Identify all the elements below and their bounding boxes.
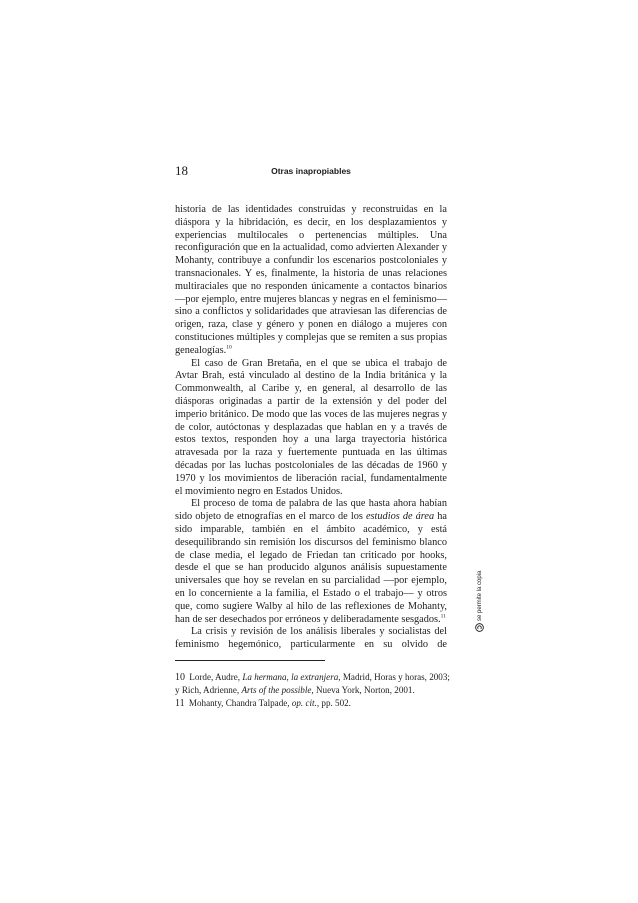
footnote-italic: Arts of the possible bbox=[241, 685, 312, 695]
emphasis-text: estudios de área bbox=[365, 511, 435, 523]
footnote bbox=[175, 697, 450, 710]
footnotes bbox=[175, 671, 450, 710]
footnote bbox=[175, 671, 450, 697]
paragraph: El caso de Gran Bretaña, en el que se ubica el trabajo de Avtar Brah, está vinculado al destino de la India británica y la Commonwealth, al Caribe y, en general, al desarrollo de las diásporas originadas a partir de la extensión y del poder del imperio británico. De modo que las voces de las mujeres negras y de color, autóctonas y desplazadas que hablan en y a través de estos textos, responden hoy a una larga trayectoria histórica atravesada por la raza y fuertemente puntuada en las últimas décadas por las luchas postcoloniales de las décadas de 1960 y 1970 y los movimientos de liberación racial, fundamentalmente el movimiento negro en Estados Unidos. bbox=[175, 357, 447, 497]
footnote-italic: op. cit. bbox=[291, 698, 317, 708]
footnote-italic: La hermana, la extranjera bbox=[242, 672, 339, 682]
footnote-ref: 10 bbox=[226, 344, 232, 351]
footnote-text: , pp. 502. bbox=[316, 698, 351, 708]
copyleft-icon bbox=[475, 623, 484, 632]
page-number: 18 bbox=[175, 163, 188, 178]
paragraph bbox=[175, 204, 447, 358]
footnote-text: , Nueva York, Norton, 2001. bbox=[311, 685, 415, 695]
running-title: Otras inapropiables bbox=[271, 166, 351, 176]
body-text bbox=[175, 204, 447, 652]
paragraph bbox=[175, 498, 447, 626]
footnote-text: Mohanty, Chandra Talpade, bbox=[188, 698, 292, 708]
footnote-divider bbox=[175, 660, 325, 661]
copyleft-text: se permite la copia bbox=[476, 570, 483, 621]
paragraph-text: historia de las identidades construidas y reconstruidas en la diáspora y la hibridación, es decir, en los desplazamientos y experiencias multilocales o pertenencias múltiples. Una reconfiguración que en la actualidad, como advierten Alexander y Mohanty, contribuye a confundir los escenarios postcoloniales y transnacionales. Y es, finalmente, la historia de unas relaciones multiraciales que no responden únicamente a contactos binarios —por ejemplo, entre mujeres blancas y negras en el feminismo— sino a conflictos y solidaridades que atraviesan las diferencias de origen, raza, clase y género y ponen en diálogo a mujeres con constituciones múltiples y complejas que se remiten a sus propias genealogías. bbox=[175, 204, 447, 356]
footnote-number: 11 bbox=[175, 698, 185, 709]
paragraph-text: El proceso de toma de palabra de las que hasta ahora habían sido objeto de etnografías en el marco de los bbox=[175, 498, 447, 523]
page-header bbox=[175, 163, 447, 179]
footnote-text: Lorde, Audre, bbox=[189, 672, 243, 682]
paragraph-text: ha sido imparable, también en el ámbito académico, y está desequilibrando sin remisión los discursos del feminismo blanco de clase media, el legado de Friedan tan criticado por hooks, desde el que se han producido algunos análisis supuestamente universales que hoy se revelan en su parcialidad —por ejemplo, en lo concerniente a la familia, el Estado o el trabajo— y otros que, como sugiere Walby al hilo de las reflexiones de Mohanty, han de ser desechados por erróneos y deliberadamente sesgados. bbox=[175, 511, 447, 625]
footnote-ref: 11 bbox=[440, 613, 446, 620]
footnote-text: , Madrid, Horas y horas, 2003; y Rich, Adrienne, bbox=[175, 672, 450, 695]
footnote-number: 10 bbox=[175, 672, 185, 683]
paragraph: La crisis y revisión de los análisis liberales y socialistas del feminismo hegemónico, particularmente en su olvido de bbox=[175, 626, 447, 651]
